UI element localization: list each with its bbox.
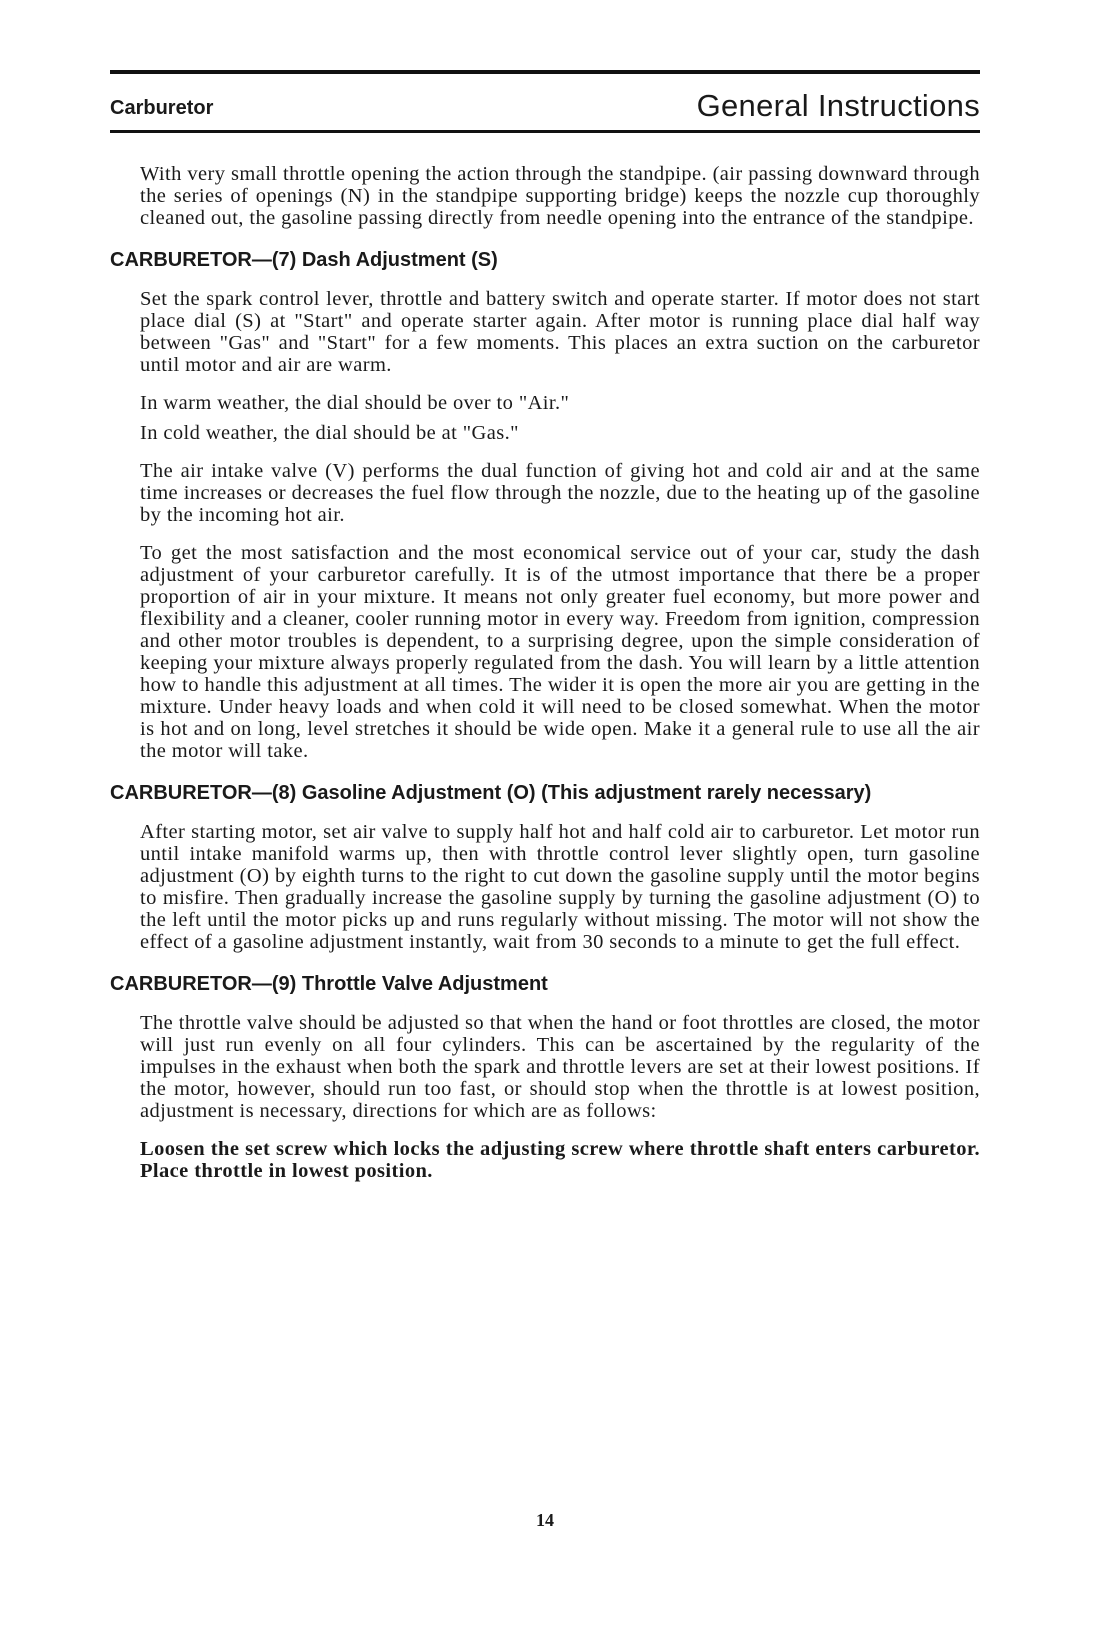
section-title: CARBURETOR—(8) Gasoline Adjustment (O) (This adjustment rarely necessary) bbox=[110, 782, 872, 804]
paragraph: The throttle valve should be adjusted so that when the hand or foot throttles are closed, the motor will just run evenly on all four cylinders. This can be ascertained by the regularity of the impulses in the exhaust when both the spark and throttle levers are set at their lowest positions. If the motor, however, should run too fast, or should stop when the throttle is at lowest position, adjustment is necessary, directions for which are as follows: bbox=[140, 1012, 980, 1122]
paragraph: Set the spark control lever, throttle and battery switch and operate starter. If motor does not start place dial (S) at "Start" and operate starter again. After motor is running place dial half way between "Gas" and "Start" for a few moments. This places an extra suction on the carburetor until motor and air are warm. bbox=[140, 288, 980, 376]
paragraph: In warm weather, the dial should be over to "Air." bbox=[140, 392, 570, 414]
section-title: CARBURETOR—(9) Throttle Valve Adjustment bbox=[110, 973, 548, 995]
document-page bbox=[110, 70, 980, 1530]
section-title: CARBURETOR—(7) Dash Adjustment (S) bbox=[110, 249, 498, 271]
paragraph: In cold weather, the dial should be at "Gas." bbox=[140, 422, 519, 444]
paragraph: Loosen the set screw which locks the adjusting screw where throttle shaft enters carburetor. Place throttle in lowest position. bbox=[140, 1138, 980, 1182]
paragraph: After starting motor, set air valve to supply half hot and half cold air to carburetor. Let motor run until intake manifold warms up, then with throttle control lever slightly open, turn gasoline adjustment (O) by eighth turns to the right to cut down the gasoline supply until the motor begins to misfire. Then gradually increase the gasoline supply by turning the gasoline adjustment (O) to the left until the motor picks up and runs regularly without missing. The motor will not show the effect of a gasoline adjustment instantly, wait from 30 seconds to a minute to get the full effect. bbox=[140, 821, 980, 953]
page-content bbox=[110, 163, 980, 1182]
running-header bbox=[110, 74, 980, 130]
intro-paragraph: With very small throttle opening the action through the standpipe. (air passing downward through the series of openings (N) in the standpipe supporting bridge) keeps the nozzle cup thoroughly cleaned out, the gasoline passing directly from needle opening into the entrance of the standpipe. bbox=[140, 163, 980, 229]
header-bottom-rule bbox=[110, 130, 980, 133]
paragraph: The air intake valve (V) performs the dual function of giving hot and cold air and at the same time increases or decreases the fuel flow through the nozzle, due to the heating up of the gasoline by the incoming hot air. bbox=[140, 460, 980, 526]
section-gasoline-adjustment bbox=[110, 782, 980, 953]
page-number: 14 bbox=[536, 1510, 554, 1530]
section-dash-adjustment bbox=[110, 249, 980, 762]
section-throttle-valve-adjustment bbox=[110, 973, 980, 1182]
paragraph: To get the most satisfaction and the most economical service out of your car, study the dash adjustment of your carburetor carefully. It is of the utmost importance that there be a proper proportion of air in your mixture. It means not only greater fuel economy, but more power and flexibility and a cleaner, cooler running motor in every way. Freedom from ignition, compression and other motor troubles is dependent, to a surprising degree, upon the simple consideration of keeping your mixture always properly regulated from the dash. You will learn by a little attention how to handle this adjustment at all times. The wider it is open the more air you are getting in the mixture. Under heavy loads and when cold it will need to be closed somewhat. When the motor is hot and on long, level stretches it should be wide open. Make it a general rule to use all the air the motor will take. bbox=[140, 542, 980, 762]
header-left-title: Carburetor bbox=[110, 97, 214, 119]
header-right-title: General Instructions bbox=[696, 88, 980, 123]
